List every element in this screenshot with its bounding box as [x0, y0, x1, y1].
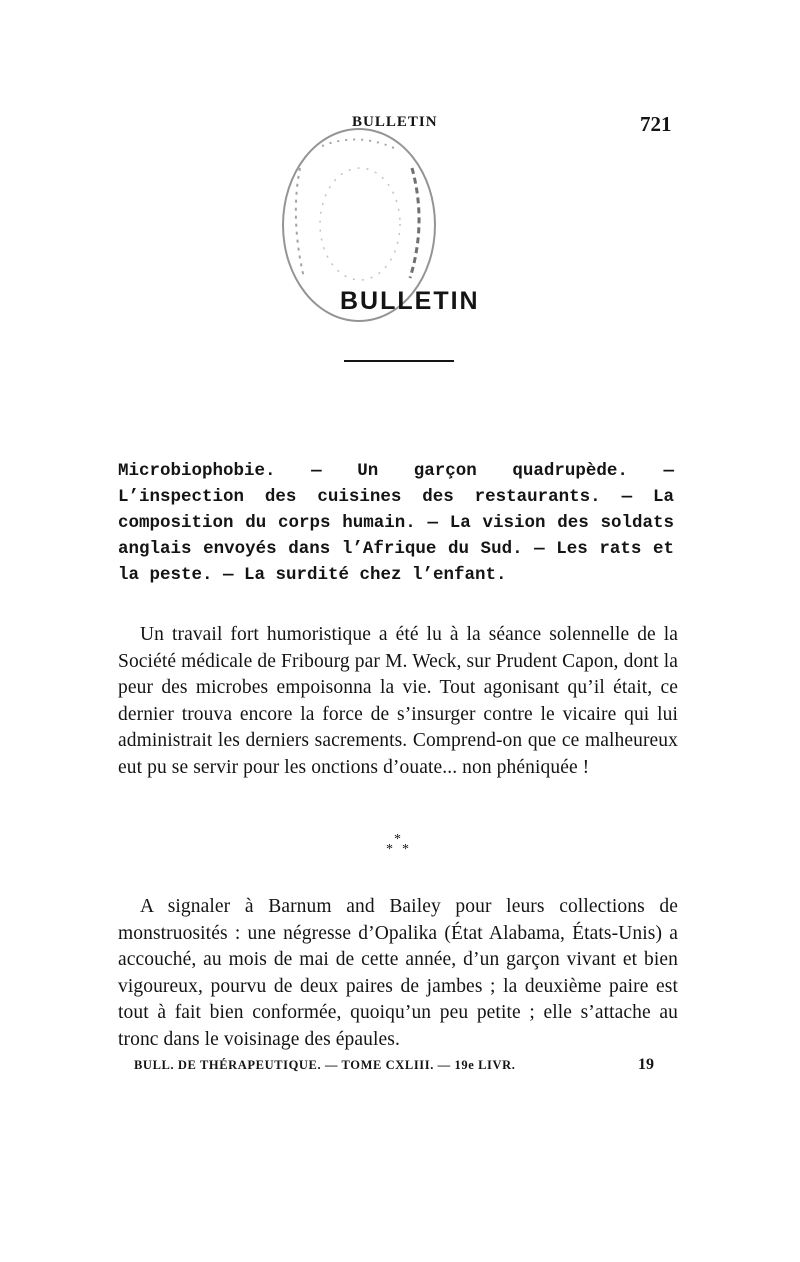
paragraph-2	[118, 894, 678, 1053]
stamp-label: BULLETIN	[340, 287, 480, 315]
paragraph-1	[118, 622, 678, 781]
footer-signature: BULL. DE THÉRAPEUTIQUE. — TOME CXLIII. — 19e LIVR.	[134, 1058, 516, 1072]
paragraph-1-text: Un travail fort humoristique a été lu à la séance solennelle de la Société médicale de Fribourg par M. Weck, sur Prudent Capon, dont la peur des microbes empoisonna la vie. Tout agonisant qu’il était, ce dernier trouva encore la force de s’insurger contre le vicaire qui lui administrait les derniers sacrements. Comprend-on que ce malheureux eut pu se servir pour les onctions d’ouate... non phéniquée !	[118, 624, 678, 778]
page-number: 721	[640, 112, 672, 136]
chapter-summary: Microbiophobie. — Un garçon quadrupède. — L’inspection des cuisines des restaurants. — La composition du corps humain. — La vision des soldats anglais envoyés dans l’Afrique du Sud. — Les rats et la peste. — La surdité chez l’enfant.	[118, 461, 674, 585]
section-rule	[344, 360, 454, 362]
paragraph-2-text: A signaler à Barnum and Bailey pour leurs collections de monstruosités : une négresse d’Opalika (État Alabama, États-Unis) a accouché, au mois de mai de cette année, d’un garçon vivant et bien vigoureux, pourvu de deux paires de jambes ; la deuxième paire est tout à fait bien conformée, quoiqu’un peu petite ; elle s’attache au tronc dans le voisinage des épaules.	[118, 896, 678, 1050]
running-head: BULLETIN	[352, 114, 438, 130]
stamp-text	[340, 287, 480, 316]
footer-number: 19	[638, 1056, 654, 1073]
asterism: * * *	[386, 832, 409, 857]
